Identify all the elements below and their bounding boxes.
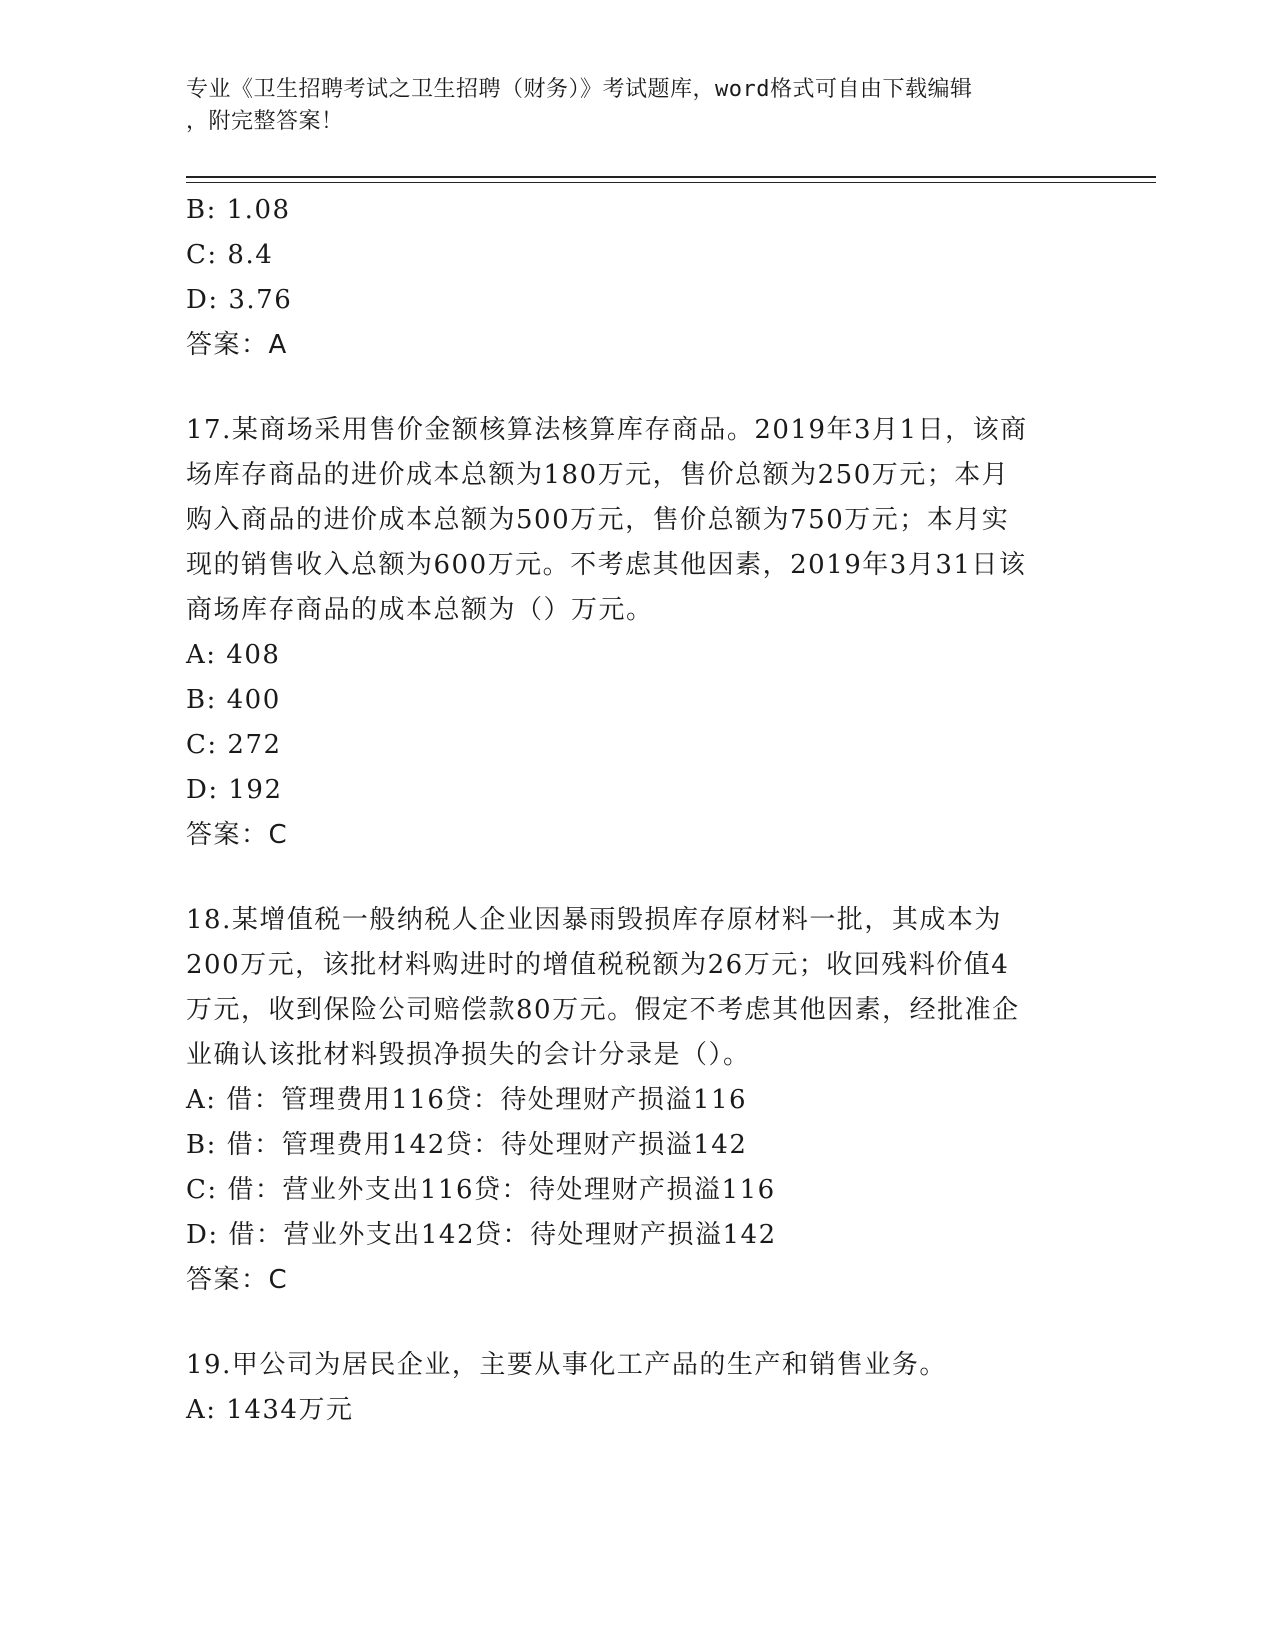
document-body xyxy=(186,188,1086,1433)
header-line-1: 专业《卫生招聘考试之卫生招聘（财务）》考试题库，word格式可自由下载编辑 xyxy=(186,77,973,102)
option-c: C: 272 xyxy=(186,730,282,760)
question-stem-line: 现的销售收入总额为600万元。不考虑其他因素，2019年3月31日该 xyxy=(186,550,1027,580)
question-stem-line: 商场库存商品的成本总额为（）万元。 xyxy=(186,595,654,625)
header-divider-thick xyxy=(186,176,1156,178)
question-stem-line: 19.甲公司为居民企业，主要从事化工产品的生产和销售业务。 xyxy=(186,1350,947,1380)
question-stem-line: 17.某商场采用售价金额核算法核算库存商品。2019年3月1日，该商 xyxy=(186,415,1028,445)
page-header xyxy=(186,74,1066,138)
option-a: A: 借：管理费用116贷：待处理财产损溢116 xyxy=(186,1085,748,1115)
question-18 xyxy=(186,898,1086,1303)
header-divider-thin xyxy=(186,182,1156,183)
option-a: A: 408 xyxy=(186,640,281,670)
header-line-2: ，附完整答案！ xyxy=(186,109,344,134)
option-d: D: 借：营业外支出142贷：待处理财产损溢142 xyxy=(186,1220,777,1250)
option-a: A: 1434万元 xyxy=(186,1395,354,1425)
option-d: D: 3.76 xyxy=(186,285,293,315)
question-stem-line: 业确认该批材料毁损净损失的会计分录是（）。 xyxy=(186,1040,751,1070)
option-b: B: 400 xyxy=(186,685,281,715)
question-stem-line: 购入商品的进价成本总额为500万元，售价总额为750万元；本月实 xyxy=(186,505,1010,535)
option-b: B: 借：管理费用142贷：待处理财产损溢142 xyxy=(186,1130,748,1160)
answer-line: 答案：C xyxy=(186,1265,289,1295)
question-stem-line: 200万元，该批材料购进时的增值税税额为26万元；收回残料价值4 xyxy=(186,950,1010,980)
question-16-tail xyxy=(186,188,1086,368)
question-stem-line: 场库存商品的进价成本总额为180万元，售价总额为250万元；本月 xyxy=(186,460,1010,490)
question-stem-line: 18.某增值税一般纳税人企业因暴雨毁损库存原材料一批，其成本为 xyxy=(186,905,1002,935)
option-b: B: 1.08 xyxy=(186,195,291,225)
answer-line: 答案：A xyxy=(186,330,288,360)
option-d: D: 192 xyxy=(186,775,283,805)
question-17 xyxy=(186,408,1086,858)
question-19 xyxy=(186,1343,1086,1433)
answer-line: 答案：C xyxy=(186,820,289,850)
option-c: C: 8.4 xyxy=(186,240,274,270)
option-c: C: 借：营业外支出116贷：待处理财产损溢116 xyxy=(186,1175,776,1205)
question-stem-line: 万元，收到保险公司赔偿款80万元。假定不考虑其他因素，经批准企 xyxy=(186,995,1020,1025)
